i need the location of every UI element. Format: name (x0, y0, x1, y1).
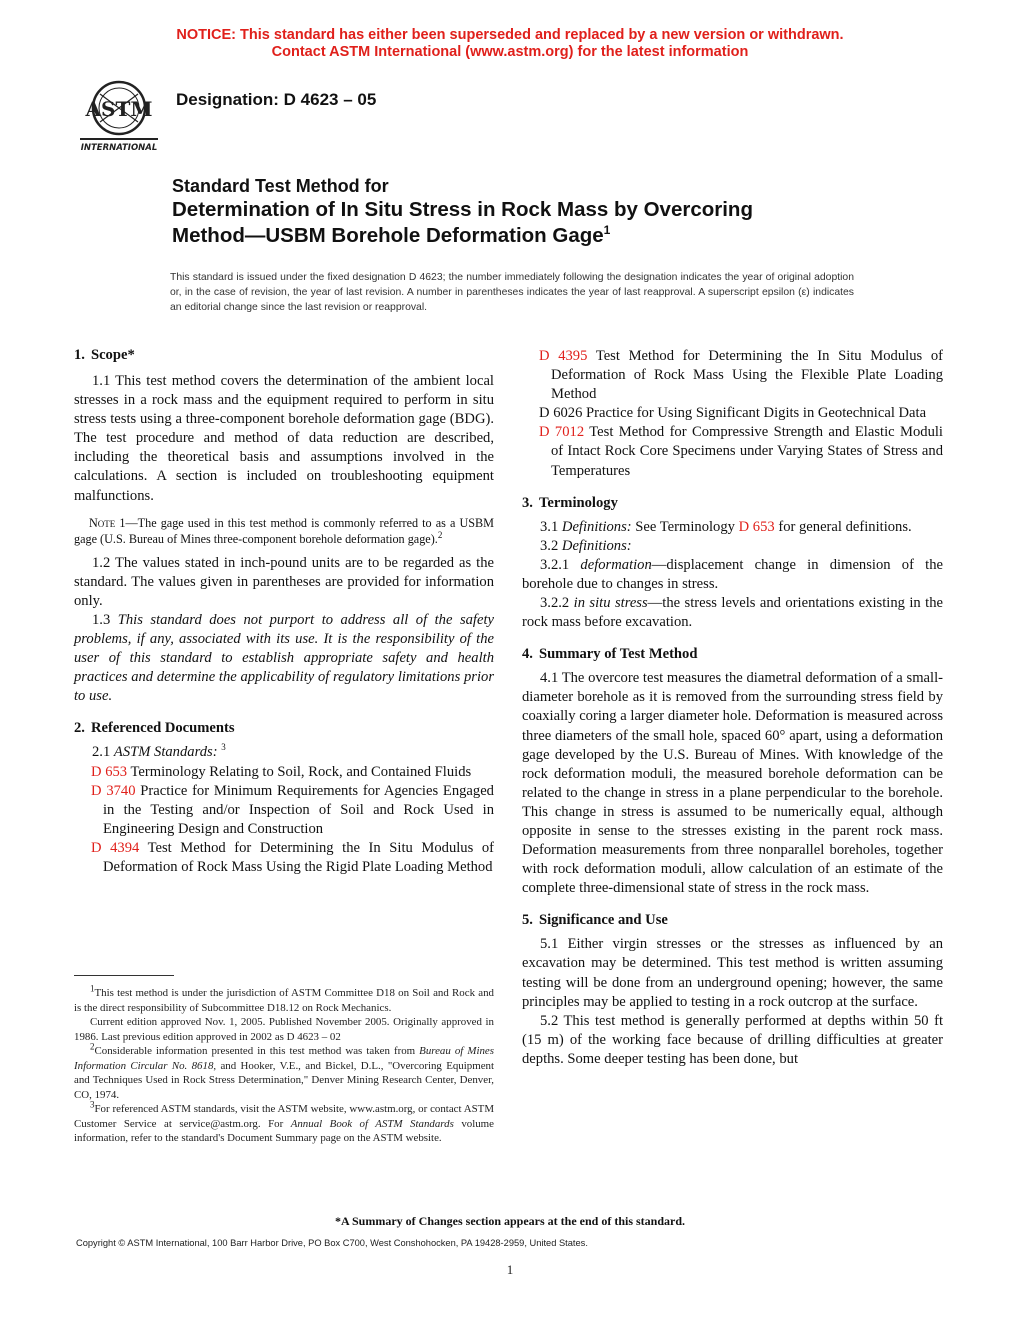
para-5-2: 5.2 This test method is generally performed at depths within 50 ft (15 m) of the working face because of drilling difficulties at greater depths. Some deeper testing has been done, but (522, 1012, 943, 1067)
ref-d653: D 653 Terminology Relating to Soil, Rock, and Contained Fluids (91, 763, 472, 780)
footnote-2: $^2$Considerable information presented in this test method was taken from Bureau of Mines Information Circular No. 8618, and Hooker, V.E., and Bickel, D.L., "Overcoring Equipment and Techniques Used in Rock Stress Determination," Denver Mining Research Center, Denver, CO, 1974. (74, 1041, 494, 1101)
notice-line-2: Contact ASTM International (www.astm.org) for the latest information (271, 44, 749, 60)
para-5-1: 5.1 Either virgin stresses or the stresses as influenced by an excavation may be determined. This test method is written assuming testing will be done from an underground opening; however, the same principles may be applied to testing in a rock outcrop at the surface. (522, 936, 943, 1010)
para-1-1: 1.1 This test method covers the determination of the ambient local stresses in a rock mass and the equipment required to perform in situ stress tests using a three-component borehole deformation gage (BDG). The test procedure and method of data reduction are described, including the theoretical basis and assumptions involved in the calculations. A section is included on troubleshooting equipment malfunctions. (74, 373, 494, 504)
ref-link-d4395[interactable]: D 4395 (539, 348, 588, 364)
ref-link-d3740[interactable]: D 3740 (91, 782, 136, 799)
section-4-heading: 4. Summary of Test Method (522, 646, 698, 663)
para-3-2: 3.2 Definitions: (540, 537, 632, 554)
para-3-2-1: 3.2.1 deformation—displacement change in dimension of the borehole due to changes in stress. (522, 556, 943, 592)
designation: Designation: D 4623 – 05 (176, 90, 377, 109)
footnote-rule (74, 975, 174, 976)
section-1-heading: 1. Scope* (74, 347, 135, 363)
page-number: 1 (506, 1262, 514, 1277)
astm-logo (76, 74, 162, 154)
footnote-3: $^3$For referenced ASTM standards, visit the ASTM website, www.astm.org, or contact ASTM Customer Service at service@astm.org. For Annual Book of ASTM Standards volume information, refer to the standard's Document Summary page on the ASTM website. (74, 1099, 494, 1144)
left-column (74, 346, 494, 877)
para-4-1: 4.1 The overcore test measures the diametral deformation of a small-diameter borehole as it is removed from the surrounding stress field by coaxially coring a larger diameter hole. Deformation is measured across three diameters of the small hole, spaced 60° apart, using a deformation gage developed by the U.S. Bureau of Mines. With knowledge of the rock deformation moduli, the measured borehole deformation can be related to the change in stress in a plane perpendicular to the borehole. This change in stress is assumed to be numerically equal, although opposite in sense to the stresses existing in the parent rock mass. Deformation measurements from three nonparallel boreholes, together with rock deformation moduli, allow calculation of an estimate of the complete three-dimensional state of stress in the rock mass. (522, 670, 943, 897)
footnotes (74, 983, 494, 1146)
supersede-notice (0, 27, 1020, 61)
title-footnote-mark: 1 (603, 223, 611, 238)
title-line-2: Determination of In Situ Stress in Rock Mass by Overcoring (172, 198, 753, 221)
right-column (522, 347, 943, 1069)
ref-link-d653-term[interactable]: D 653 (738, 518, 775, 535)
note-1: Note 1—The gage used in this test method is commonly referred to as a USBM gage (U.S. Bureau of Mines three-component borehole deformation gage).$^2$ (74, 515, 495, 546)
section-3-heading: 3. Terminology (522, 494, 618, 511)
logo-subtext: INTERNATIONAL (80, 143, 158, 153)
ref-d4394: D 4394 Test Method for Determining the In Situ Modulus of Deformation of Rock Mass Using the Rigid Plate Loading Method (91, 839, 494, 875)
title-line-1: Standard Test Method for (172, 176, 389, 196)
ref-d3740: D 3740 Practice for Minimum Requirements for Agencies Engaged in the Testing and/or Inspection of Soil and Rock Used in Engineering Design and Construction (91, 782, 494, 837)
ref-d4395: D 4395 Test Method for Determining the In Situ Modulus of Deformation of Rock Mass Using the Flexible Plate Loading Method (539, 348, 943, 403)
document-title (172, 175, 872, 249)
ref-link-d4394[interactable]: D 4394 (91, 839, 140, 856)
ref-link-d7012[interactable]: D 7012 (539, 424, 585, 441)
para-2-1: 2.1 ASTM Standards: $^3$ (92, 742, 226, 761)
footnote-1b: Current edition approved Nov. 1, 2005. Published November 2005. Originally approved in 1986. Last previous edition approved in 2002 as D 4623 – 02 (74, 1016, 494, 1043)
para-1-2: 1.2 The values stated in inch-pound units are to be regarded as the standard. The values given in parentheses are provided for information only. (74, 554, 494, 609)
para-3-2-2: 3.2.2 in situ stress—the stress levels and orientations existing in the rock mass before excavation. (522, 595, 944, 631)
issued-statement: This standard is issued under the fixed designation D 4623; the number immediately following the designation indicates the year of original adoption or, in the case of revision, the year of last revision. A number in parentheses indicates the year of last reapproval. A superscript epsilon (ε) indicates an editorial change since the last revision or reapproval. (170, 272, 854, 313)
ref-d7012: D 7012 Test Method for Compressive Strength and Elastic Moduli of Intact Rock Core Specimens under Varying States of Stress and Temperatures (539, 424, 943, 479)
section-5-heading: 5. Significance and Use (522, 912, 668, 929)
section-2-heading: 2. Referenced Documents (74, 720, 235, 737)
logo-text: ASTM (85, 97, 153, 121)
footnote-1a: $^1$This test method is under the jurisdiction of ASTM Committee D18 on Soil and Rock and is the direct responsibility of Subcommittee D18.12 on Rock Mechanics. (74, 983, 494, 1014)
notice-line-1: NOTICE: This standard has either been superseded and replaced by a new version or withdrawn. (176, 27, 844, 43)
summary-of-changes-note: *A Summary of Changes section appears at the end of this standard. (334, 1214, 686, 1228)
ref-link-d653[interactable]: D 653 (91, 763, 128, 780)
ref-d6026: D 6026 Practice for Using Significant Digits in Geotechnical Data (539, 405, 927, 422)
copyright-line: Copyright © ASTM International, 100 Barr Harbor Drive, PO Box C700, West Conshohocken, PA 19428-2959, United States. (76, 1238, 588, 1248)
title-line-3: Method—USBM Borehole Deformation Gage$^1$ (172, 223, 611, 247)
para-1-3: 1.3 This standard does not purport to address all of the safety problems, if any, associated with its use. It is the responsibility of the user of this standard to establish appropriate safety and health practices and determine the applicability of regulatory limitations prior to use. (74, 611, 494, 705)
para-3-1: 3.1 Definitions: See Terminology D 653 for general definitions. (540, 518, 912, 535)
